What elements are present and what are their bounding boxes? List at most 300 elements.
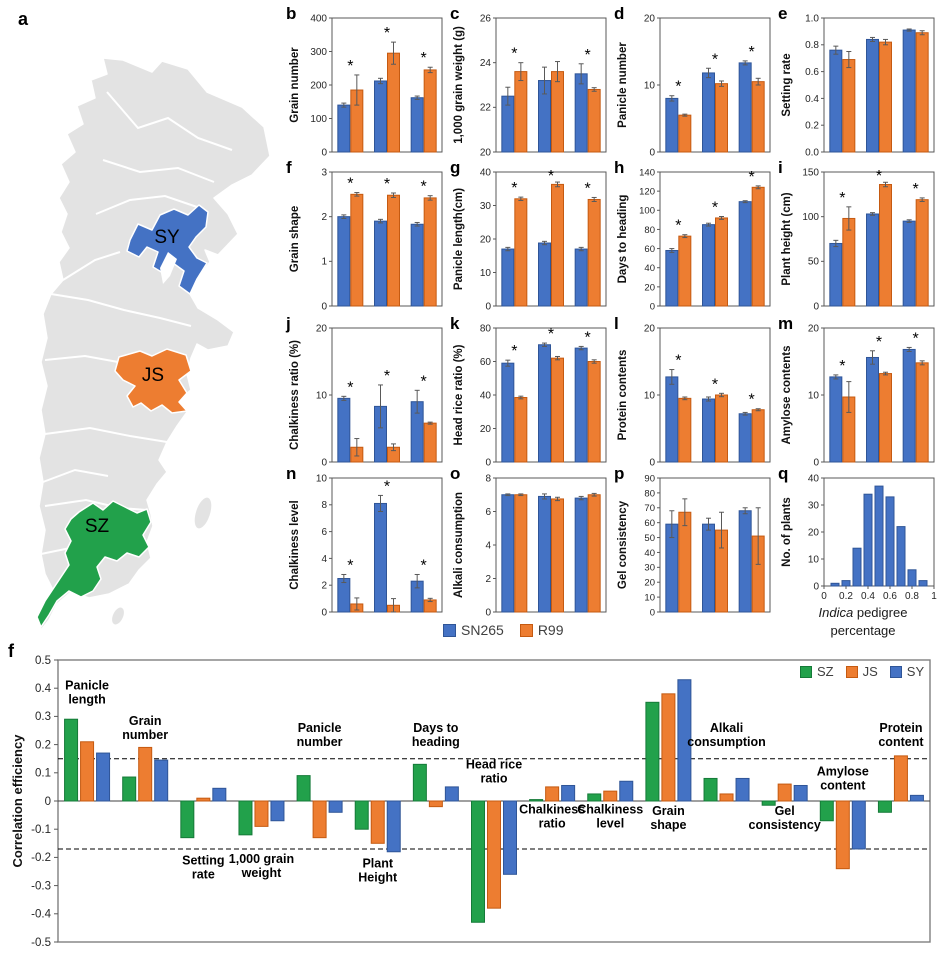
bar-sn265 [703,399,715,462]
svg-text:0.2: 0.2 [35,739,51,752]
svg-text:100: 100 [802,212,819,224]
panel-b-letter: b [286,4,297,23]
svg-text:0.0: 0.0 [805,147,819,158]
hist-bar [886,497,894,586]
trait-label: Protein content [878,720,924,749]
bar-sn265 [375,81,387,152]
svg-text:0.6: 0.6 [805,67,819,78]
bar-sn265 [903,349,915,462]
bar-r99 [424,198,436,306]
svg-text:0.4: 0.4 [35,683,51,695]
corr-bar-js [546,787,559,801]
corr-bar-js [604,791,617,801]
svg-text:-0.3: -0.3 [31,880,51,893]
legend-item-r99 [520,622,564,638]
corr-bar-sy [97,753,110,801]
svg-text:Gel consistency: Gel consistency [617,500,629,590]
corr-bar-js [313,801,326,838]
svg-text:0: 0 [321,457,327,468]
corr-bar-sy [504,801,517,874]
bar-r99 [716,218,728,306]
corr-bar-sz [355,801,368,829]
svg-text:No. of plants: No. of plants [781,497,793,567]
svg-text:*: * [675,352,682,370]
trait-label: Plant Height [358,856,398,885]
bar-r99 [752,82,764,152]
svg-text:100: 100 [639,205,655,217]
map-island-taiwan [191,496,214,531]
panel-d-letter: d [614,4,625,23]
bar-sn265 [666,250,678,306]
panel-l-chart [614,316,778,468]
bar-r99 [880,374,892,462]
svg-text:-0.4: -0.4 [31,908,51,921]
trait-label: Gel consistency [748,804,821,833]
bar-sn265 [539,243,551,306]
svg-text:0.8: 0.8 [905,591,919,602]
svg-text:-0.1: -0.1 [31,824,51,836]
bar-sn265 [739,414,751,462]
hist-bar [875,486,883,586]
svg-text:4: 4 [485,540,491,552]
svg-text:20: 20 [643,323,655,335]
svg-text:*: * [839,189,846,207]
map-label-sy: SY [154,227,180,248]
bar-r99 [716,84,728,152]
svg-text:Plant height (cm): Plant height (cm) [781,192,793,286]
svg-text:*: * [584,46,591,64]
r99-swatch [520,624,533,637]
svg-text:2: 2 [321,212,327,224]
legend-sn265-r99 [443,622,564,638]
panel-p [614,464,778,650]
svg-text:*: * [711,199,719,217]
panel-q-chart [778,466,942,618]
svg-text:-0.2: -0.2 [31,852,51,865]
svg-text:*: * [383,25,391,43]
svg-text:60: 60 [644,243,655,255]
sn265-swatch [443,624,456,637]
bar-r99 [916,363,928,462]
svg-text:*: * [711,376,719,394]
corr-bar-sz [762,801,775,805]
corr-bar-sy [852,801,865,849]
corr-bar-sz [65,719,78,801]
panel-f-chart [286,160,450,312]
bar-r99 [424,423,436,462]
corr-bar-js [720,794,733,801]
bar-sn265 [338,579,350,613]
bar-sn265 [703,524,715,612]
svg-text:*: * [912,330,919,348]
svg-text:50: 50 [807,256,819,268]
svg-text:0: 0 [813,581,819,593]
bar-sn265 [575,498,587,612]
bar-r99 [588,495,600,612]
panel-o-letter: o [450,464,461,483]
panel-e-letter: e [778,4,788,23]
panel-m-chart [778,316,942,468]
corr-bar-js [488,801,501,908]
panel-k-chart [450,316,614,468]
bar-sn265 [375,503,387,612]
svg-text:100: 100 [310,113,327,125]
panel-q [778,464,942,650]
bar-r99 [515,495,527,612]
corr-bar-sy [910,795,923,801]
corr-bar-sy [794,785,807,801]
bar-sn265 [411,224,423,306]
corr-bar-sz [472,801,485,922]
bar-r99 [679,512,691,612]
panel-n-letter: n [286,464,297,483]
svg-text:120: 120 [639,186,655,198]
bar-sn265 [903,221,915,306]
svg-text:Panicle number: Panicle number [617,42,629,128]
bar-r99 [552,499,564,612]
svg-text:10: 10 [644,592,655,604]
svg-text:80: 80 [644,224,655,236]
bar-r99 [552,72,564,152]
svg-text:Chalkiness level: Chalkiness level [289,500,301,590]
svg-text:6: 6 [485,506,491,518]
svg-text:Alkali consumption: Alkali consumption [453,491,465,599]
bar-sn265 [539,496,551,612]
bar-r99 [588,362,600,463]
bar-r99 [515,199,527,306]
svg-text:*: * [347,57,354,75]
corr-bar-sy [155,760,168,801]
bar-r99 [388,53,400,152]
hist-bar [842,581,850,586]
svg-text:0: 0 [485,457,491,468]
bar-r99 [679,398,691,462]
svg-text:*: * [511,45,518,63]
bar-r99 [716,395,728,462]
svg-text:*: * [675,217,682,235]
corr-bar-sz [878,801,891,812]
svg-text:20: 20 [479,423,491,435]
svg-text:4: 4 [321,553,327,565]
svg-text:50: 50 [644,532,655,544]
panel-a-letter: a [18,9,29,29]
map-label-js: JS [141,365,165,386]
svg-text:0: 0 [485,301,491,312]
svg-text:Panicle length(cm): Panicle length(cm) [453,187,465,291]
bar-r99 [679,236,691,306]
trait-label: Panicle number [296,720,343,749]
corr-bar-sy [213,788,226,801]
bar-r99 [552,358,564,462]
hist-bar [853,548,861,586]
corr-bar-sy [329,801,342,812]
svg-text:0.6: 0.6 [883,591,897,602]
panel-p-chart [614,466,778,618]
svg-text:60: 60 [479,356,491,368]
bar-sn265 [830,243,842,306]
bar-sn265 [502,495,514,612]
trait-label: Alkali consumption [687,720,766,749]
svg-text:*: * [748,168,755,186]
js-swatch [846,666,858,678]
svg-text:0: 0 [485,607,491,618]
bar-sn265 [739,202,751,306]
legend-item-js [846,664,878,679]
legend-label-sn265: SN265 [461,622,504,638]
svg-text:1: 1 [321,256,327,268]
corr-bar-js [894,756,907,801]
corr-bar-sz [530,800,543,801]
svg-text:*: * [420,557,427,575]
svg-text:0: 0 [821,591,827,602]
corr-bar-js [662,694,675,801]
bar-r99 [752,187,764,306]
bar-r99 [843,218,855,306]
panel-i-letter: i [778,158,783,177]
bar-r99 [916,200,928,306]
svg-text:0.4: 0.4 [805,93,819,105]
svg-text:0.3: 0.3 [35,711,51,724]
trait-label: Amylose content [816,764,869,793]
indica-pedigree-xlabel: Indica pedigree percentage [818,605,908,638]
svg-text:*: * [839,357,846,375]
corr-bar-js [139,747,152,801]
panel-o-chart [450,466,614,618]
legend-item-sn265 [443,622,504,638]
svg-text:1,000 grain weight (g): 1,000 grain weight (g) [453,26,465,144]
svg-text:24: 24 [479,58,491,70]
panel-g-chart [450,160,614,312]
svg-text:0: 0 [813,457,819,468]
svg-text:20: 20 [643,13,655,25]
svg-text:Grain shape: Grain shape [289,205,301,273]
svg-text:*: * [547,168,555,185]
panel-c-letter: c [450,4,460,23]
bar-sn265 [338,105,350,152]
corr-bar-js [371,801,384,843]
svg-text:*: * [547,326,555,344]
svg-text:150: 150 [802,167,819,179]
corr-bar-js [836,801,849,869]
svg-text:*: * [875,333,883,351]
svg-text:10: 10 [807,554,819,566]
svg-text:1: 1 [931,591,937,602]
svg-text:300: 300 [310,46,327,58]
bar-r99 [588,199,600,306]
svg-text:90: 90 [644,473,655,485]
panel-b-chart [286,6,450,158]
svg-text:30: 30 [644,562,655,574]
map-label-sz: SZ [84,516,110,537]
bar-sn265 [703,225,715,306]
svg-text:0.2: 0.2 [839,591,853,602]
corr-bar-js [197,798,210,801]
svg-text:0.4: 0.4 [861,591,875,602]
svg-text:20: 20 [807,323,819,335]
svg-text:Amylose contents: Amylose contents [781,345,793,445]
corr-bar-js [778,784,791,801]
bar-sn265 [575,74,587,152]
svg-text:*: * [748,391,755,409]
bar-r99 [515,398,527,462]
svg-text:10: 10 [643,80,655,92]
legend-label-sy: SY [906,664,925,679]
panel-f-letter: f [286,158,292,177]
svg-text:10: 10 [807,390,819,402]
bar-r99 [388,195,400,306]
sy-swatch [890,666,902,678]
trait-label: 1,000 grain weight [228,852,295,881]
legend-label-js: JS [862,664,878,679]
panel-g-letter: g [450,158,461,177]
svg-text:30: 30 [807,500,819,512]
svg-text:*: * [748,43,755,61]
svg-text:0: 0 [649,301,655,312]
svg-text:40: 40 [644,263,655,275]
legend-label-sz: SZ [817,664,834,679]
bar-r99 [424,70,436,152]
bar-sn265 [375,221,387,306]
corr-bar-sy [736,778,749,801]
svg-text:*: * [584,329,591,347]
trait-label: Grain shape [650,804,687,833]
bar-r99 [552,184,564,306]
sz-swatch [800,666,812,678]
svg-text:0: 0 [649,147,655,158]
hist-bar [908,570,916,586]
svg-text:40: 40 [479,390,491,402]
panel-e-chart [778,6,942,158]
svg-text:*: * [511,343,518,361]
hist-bar [897,527,905,586]
svg-text:-0.5: -0.5 [31,936,51,949]
svg-text:*: * [347,557,354,575]
trait-label: Days to heading [411,720,460,749]
panel-h-chart [614,160,778,312]
bar-sn265 [867,39,879,152]
map-island-small [110,606,127,627]
hist-bar [864,494,872,586]
panel-m-letter: m [778,314,794,333]
bar-r99 [515,72,527,152]
svg-text:0: 0 [321,147,327,158]
bar-sn265 [575,249,587,306]
bar-sn265 [830,50,842,152]
svg-text:60: 60 [644,518,655,530]
trait-label: Grain number [122,713,169,742]
svg-text:0: 0 [321,301,327,312]
svg-text:8: 8 [321,500,327,512]
svg-text:*: * [675,78,682,96]
svg-text:Protein contents: Protein contents [617,349,629,441]
bar-sn265 [739,63,751,152]
bar-sn265 [502,249,514,306]
bar-r99 [679,115,691,152]
corr-bar-js [81,742,94,801]
bar-sn265 [666,98,678,152]
corr-bar-sy [271,801,284,821]
svg-text:*: * [711,51,719,69]
svg-text:20: 20 [644,577,655,589]
svg-text:20: 20 [479,147,491,158]
svg-text:Days to heading: Days to heading [617,194,629,284]
bar-r99 [843,60,855,152]
panel-j-chart [286,316,450,468]
svg-text:3: 3 [321,167,327,179]
svg-text:80: 80 [479,323,491,335]
corr-bar-sz [181,801,194,838]
svg-text:*: * [584,180,591,198]
svg-text:*: * [347,175,354,193]
svg-text:*: * [347,379,354,397]
panel-d-chart [614,6,778,158]
svg-text:20: 20 [315,323,327,335]
corr-bar-js [255,801,268,826]
hist-bar [831,583,839,586]
trait-label: Head rice ratio [465,757,523,786]
bar-sn265 [703,73,715,152]
corr-bar-sz [413,764,426,801]
svg-text:0.1: 0.1 [35,767,51,780]
svg-text:40: 40 [644,547,655,559]
svg-text:2: 2 [321,580,327,592]
svg-text:*: * [420,178,427,196]
china-map [0,0,290,645]
svg-text:1.0: 1.0 [805,13,819,25]
svg-text:*: * [511,180,518,198]
bar-sn265 [575,348,587,462]
svg-text:40: 40 [807,473,819,485]
svg-text:80: 80 [644,488,655,500]
svg-text:*: * [420,373,427,391]
panel-i-chart [778,160,942,312]
svg-text:0: 0 [649,457,655,468]
svg-text:0: 0 [649,607,655,618]
svg-text:10: 10 [315,390,327,402]
svg-text:Correlation efficiency: Correlation efficiency [10,734,25,868]
panel-j-letter: j [286,314,291,333]
corr-bar-sz [704,778,717,801]
svg-text:20: 20 [479,234,491,246]
svg-text:0: 0 [321,607,327,618]
bar-sn265 [338,398,350,462]
bar-r99 [916,33,928,152]
panel-l-letter: l [614,314,619,333]
panel-q-letter: q [778,464,789,483]
legend-label-r99: R99 [537,622,564,638]
corr-bar-sy [620,781,633,801]
bar-sn265 [502,363,514,462]
svg-text:10: 10 [315,473,327,485]
panel-h-letter: h [614,158,625,177]
svg-text:20: 20 [807,527,819,539]
svg-text:8: 8 [485,473,491,485]
svg-text:0: 0 [813,301,819,312]
correlation-chart [10,646,942,956]
corr-bar-sz [297,776,310,801]
svg-text:Setting rate: Setting rate [781,53,793,117]
bar-sn265 [867,357,879,462]
corr-bar-sz [588,794,601,801]
corr-bar-js [429,801,442,807]
bar-sn265 [903,30,915,152]
svg-text:Chalkiness ratio (%): Chalkiness ratio (%) [289,340,301,450]
svg-text:200: 200 [310,80,327,92]
legend-item-sz [800,664,834,679]
panel-f-letter: f [8,641,14,661]
corr-bar-sz [646,702,659,801]
svg-text:2: 2 [485,573,491,585]
